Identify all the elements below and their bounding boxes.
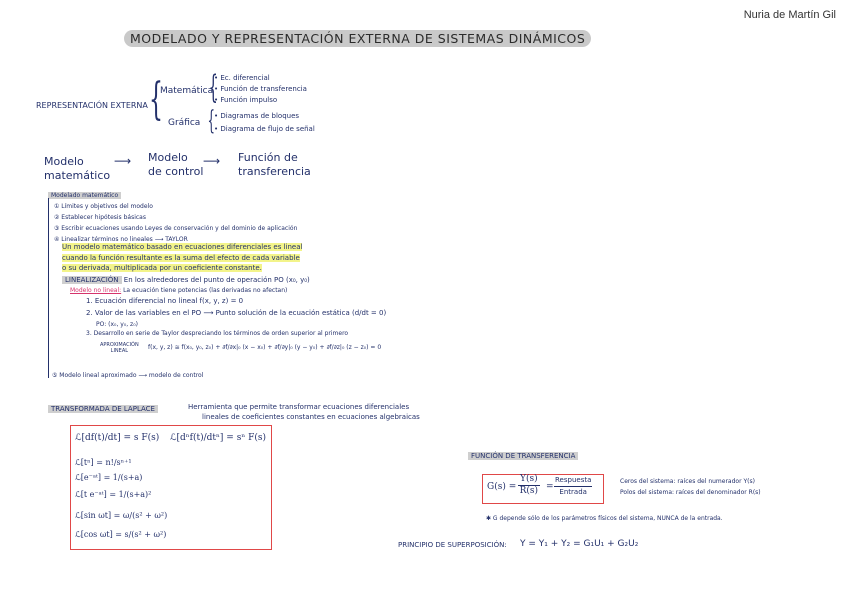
flow-step-3 (238, 151, 311, 179)
flow-step-2 (148, 151, 203, 179)
page-title: MODELADO Y REPRESENTACIÓN EXTERNA DE SISTEMAS DINÁMICOS (124, 30, 591, 47)
laplace-desc-line: lineales de coeficientes constantes en ecuaciones algebraicas (202, 413, 420, 421)
flow-step-3-line2: transferencia (238, 165, 311, 178)
laplace-formula: ℒ[t e⁻ᵃᵗ] = 1/(s+a)² (75, 490, 152, 499)
linealizacion-step: 3. Desarrollo en serie de Taylor despreciando los términos de orden superior al primero (86, 330, 349, 337)
modelado-heading: Modelado matemático (48, 192, 121, 199)
aprox-label-line: APROXIMACIÓN (100, 342, 139, 348)
tf-den-word: Entrada (559, 488, 587, 496)
tf-note: ✱ G depende sólo de los parámetros físicos del sistema, NUNCA de la entrada. (486, 515, 723, 522)
modelado-step-5: ⑤ Modelo lineal aproximado ⟶ modelo de control (52, 372, 204, 379)
no-lineal-label: Modelo no lineal: (70, 287, 122, 294)
polos-text: Polos del sistema: raíces del denominador R(s) (620, 489, 761, 496)
lineal-definition (62, 242, 302, 274)
flow-step-1 (44, 155, 110, 183)
flow-step-2-line1: Modelo (148, 151, 188, 164)
superposicion-label: PRINCIPIO DE SUPERPOSICIÓN: (398, 541, 507, 549)
no-lineal-row (70, 287, 287, 294)
modelado-steps (54, 201, 297, 245)
linealizacion-step: 2. Valor de las variables en el PO ⟶ Punto solución de la ecuación estática (d/dt = 0) (86, 309, 387, 317)
matematica-item: • Ec. diferencial (214, 74, 270, 82)
tf-fraction (518, 474, 540, 497)
modelado-step: ③ Escribir ecuaciones usando Leyes de conservación y del dominio de aplicación (54, 225, 298, 232)
flow-arrow-icon: ⟶ (114, 154, 132, 168)
linealizacion-step: 1. Ecuación diferencial no lineal f(x, y, z) = 0 (86, 297, 244, 305)
laplace-formula: ℒ[tⁿ] = n!/sⁿ⁺¹ (75, 458, 132, 467)
grafica-item: • Diagrama de flujo de señal (214, 125, 315, 133)
ceros-text: Ceros del sistema: raíces del numerador Y(s) (620, 478, 755, 485)
tf-word-fraction (554, 475, 592, 498)
laplace-formula: ℒ[sin ωt] = ω/(s² + ω²) (75, 511, 168, 520)
flow-step-3-line1: Función de (238, 151, 298, 164)
linealizacion-text: En los alrededores del punto de operación PO (x₀, y₀) (123, 276, 310, 284)
lineal-def-line: cuando la función resultante es la suma del efecto de cada variable (62, 253, 300, 262)
grafica-brace: { (207, 106, 215, 136)
transferencia-label: FUNCIÓN DE TRANSFERENCIA (468, 452, 578, 460)
tf-denominator: R(s) (519, 486, 538, 496)
linealizacion-row (62, 276, 310, 284)
representacion-label: REPRESENTACIÓN EXTERNA (36, 101, 148, 110)
tf-numerator: Y(s) (520, 474, 538, 484)
matematica-item: • Función de transferencia (214, 85, 307, 93)
laplace-formula: ℒ[e⁻ᵃᵗ] = 1/(s+a) (75, 473, 143, 482)
modelado-step: ① Límites y objetivos del modelo (54, 203, 153, 210)
po-coords: PO: (x₀, y₀, z₀) (96, 321, 138, 328)
grafica-label: Gráfica (168, 118, 201, 128)
laplace-formula: ℒ[cos ωt] = s/(s² + ω²) (75, 530, 167, 539)
flow-step-1-line2: matemático (44, 169, 111, 182)
modelado-step: ② Establecer hipótesis básicas (54, 214, 146, 221)
main-brace: { (149, 74, 163, 125)
laplace-label: TRANSFORMADA DE LAPLACE (48, 405, 158, 413)
tf-num-word: Respuesta (554, 475, 592, 487)
flow-arrow-icon: ⟶ (203, 154, 221, 168)
taylor-formula: f(x, y, z) ≅ f(x₀, y₀, z₀) + ∂f/∂x|₀ (x − x₀) + ∂f/∂y|₀ (y − y₀) + ∂f/∂z|₀ (z − z₀) = 0 (148, 344, 382, 351)
laplace-formula: ℒ[df(t)/dt] = s F(s) (75, 433, 160, 443)
lineal-def-line: Un modelo matemático basado en ecuaciones diferenciales es lineal (62, 243, 303, 251)
flow-step-1-line1: Modelo (44, 155, 84, 168)
matematica-brace: { (208, 68, 218, 106)
flow-step-2-line2: de control (148, 165, 204, 178)
linealizacion-label: LINEALIZACIÓN (62, 276, 122, 284)
modelado-step: ④ Linealizar términos no lineales ⟶ TAYLOR (54, 236, 188, 243)
superposicion-formula: Y = Y₁ + Y₂ = G₁U₁ + G₂U₂ (520, 539, 639, 549)
lineal-def-line: o su derivada, multiplicada por un coeficiente constante. (62, 264, 262, 272)
matematica-item: • Función impulso (214, 96, 278, 104)
matematica-label: Matemática (160, 86, 214, 96)
aprox-label-line: LINEAL (110, 348, 129, 354)
laplace-description (188, 402, 420, 422)
grafica-item: • Diagramas de bloques (214, 112, 300, 120)
tf-equals: = (546, 482, 554, 492)
author-name: Nuria de Martín Gil (743, 9, 836, 21)
tf-lhs: G(s) = (487, 482, 517, 492)
laplace-desc-line: Herramienta que permite transformar ecuaciones diferenciales (188, 403, 410, 411)
aprox-label (100, 342, 139, 354)
modelado-bracket (48, 198, 49, 378)
laplace-formula: ℒ[dⁿf(t)/dtⁿ] = sⁿ F(s) (170, 433, 266, 443)
no-lineal-text: La ecuación tiene potencias (las derivadas no afectan) (123, 287, 288, 294)
